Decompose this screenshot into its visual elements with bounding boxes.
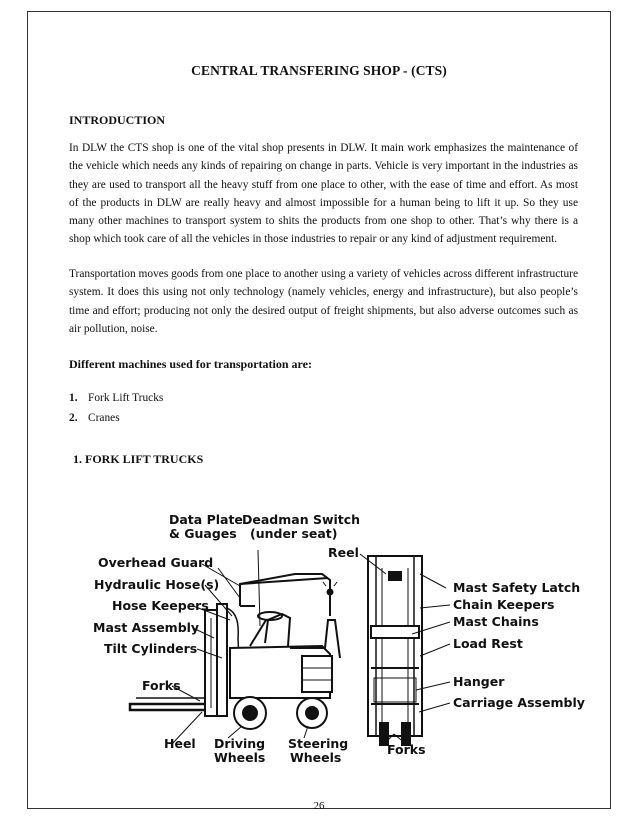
label-deadman-switch: Deadman Switch xyxy=(242,512,361,527)
label-steering-wheels: Wheels xyxy=(290,750,342,765)
label-mast-chains: Mast Chains xyxy=(453,614,539,629)
label-driving: Driving xyxy=(214,736,266,751)
label-guages: & Guages xyxy=(169,526,237,541)
machines-list xyxy=(69,388,163,428)
label-overhead-guard: Overhead Guard xyxy=(98,555,214,570)
label-data-plate: Data Plate xyxy=(169,512,243,527)
label-heel: Heel xyxy=(164,736,196,751)
label-reel: Reel xyxy=(328,545,359,560)
label-hose-keepers: Hose Keepers xyxy=(112,598,209,613)
transportation-paragraph: Transportation moves goods from one place to another using a variety of vehicles across different infrastructure system. It does this using not only technology (namely vehicles, energy and infrastructure), but also people’s time and effort; producing not only the desired output of freight shipments, but also adverse outcomes such as air pollution, noise. xyxy=(69,268,578,335)
page-number: 26 xyxy=(313,800,325,812)
label-driving-wheels: Wheels xyxy=(214,750,266,765)
label-tilt-cylinders: Tilt Cylinders xyxy=(104,641,198,656)
label-forks-right: Forks xyxy=(387,742,426,757)
introduction-heading: INTRODUCTION xyxy=(69,113,166,127)
label-chain-keepers: Chain Keepers xyxy=(453,597,555,612)
page-title: CENTRAL TRANSFERING SHOP - (CTS) xyxy=(191,63,447,78)
machines-heading: Different machines used for transportation are: xyxy=(69,357,312,371)
label-hanger: Hanger xyxy=(453,674,505,689)
label-under-seat: (under seat) xyxy=(250,526,338,541)
label-carriage-assembly: Carriage Assembly xyxy=(453,695,585,710)
list-item: 1. Fork Lift Trucks xyxy=(69,392,164,404)
label-mast-safety-latch: Mast Safety Latch xyxy=(453,580,581,595)
steering-wheel xyxy=(297,698,327,728)
label-mast-assembly: Mast Assembly xyxy=(93,620,200,635)
right-leader-lines xyxy=(360,554,450,744)
label-steering: Steering xyxy=(288,736,349,751)
forklift-front-view xyxy=(368,556,422,745)
fork-lift-heading: 1. FORK LIFT TRUCKS xyxy=(73,452,204,466)
label-forks-left: Forks xyxy=(142,678,181,693)
label-load-rest: Load Rest xyxy=(453,636,523,651)
intro-paragraph: In DLW the CTS shop is one of the vital shop presents in DLW. It main work emphasizes the maintenance of the vehicle which needs any kinds of repairing on change in parts. Vehicle is very important in the industries as they are used to transport all the heavy stuff from one place to other, with the ease of time and effort. As most of the products in DLW are really heavy and almost impossible for a human being to lift it up. So they use many other machines to transport system to shits the products from one shop to other. That’s why there is a shop which took care of all the vehicles in those industries to repair or any kind of adjustment requirement. xyxy=(69,142,578,246)
label-hydraulic-hoses: Hydraulic Hose(s) xyxy=(94,577,220,592)
fork-lift-diagram xyxy=(90,508,585,770)
driving-wheel xyxy=(234,697,266,729)
list-item: 2. Cranes xyxy=(69,412,120,424)
